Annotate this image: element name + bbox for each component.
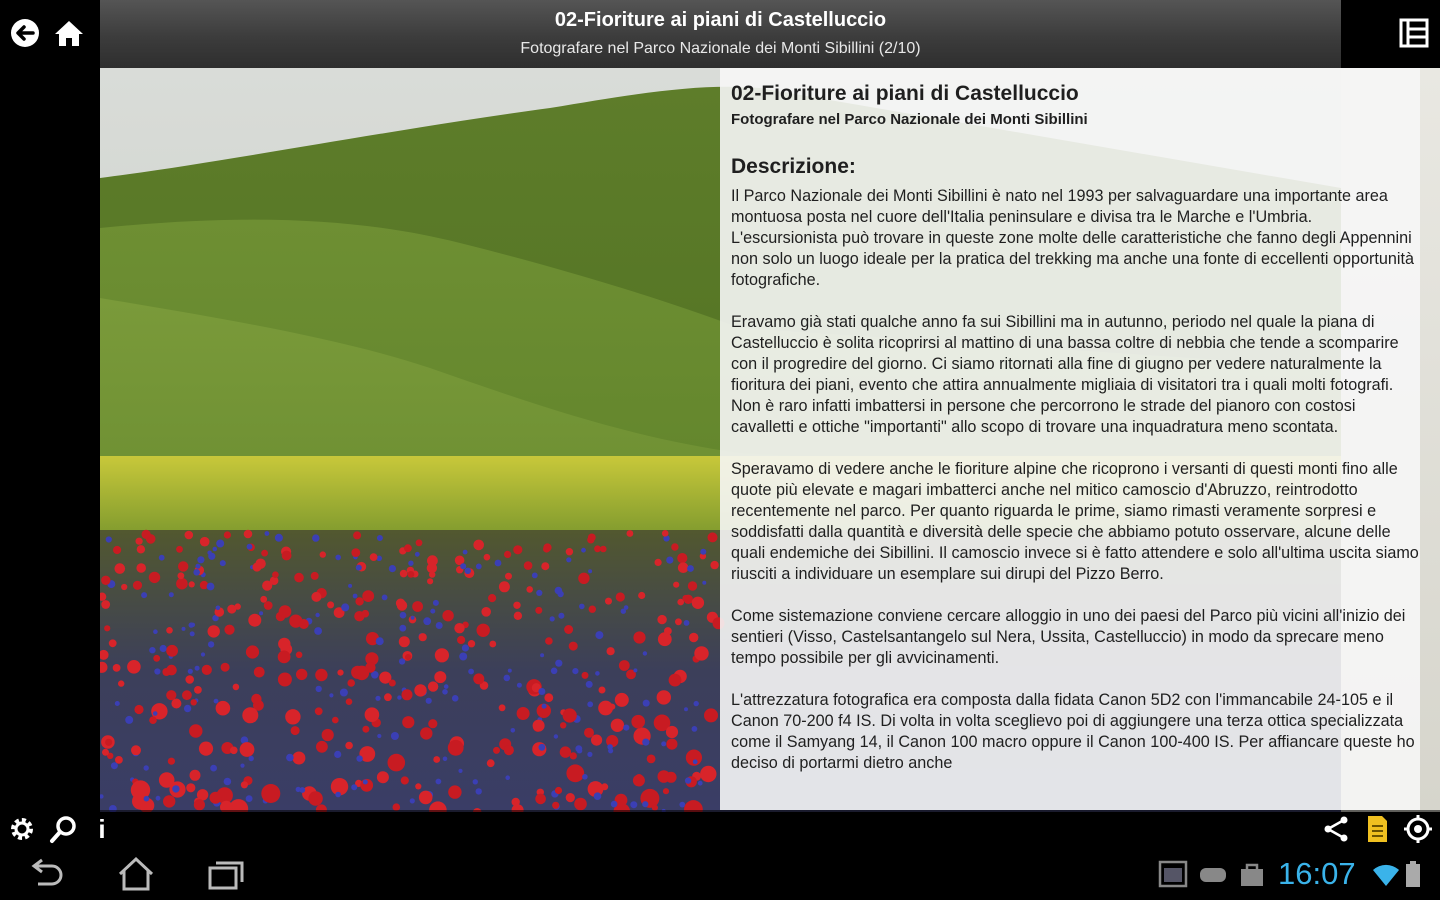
description-paragraph: Il Parco Nazionale dei Monti Sibillini è nato nel 1993 per salvaguardare una importante area montuosa posta nel cuore dell'Italia peninsulare e divisa tra le Marche e l'Umbria. L'escursionista può trovare in queste zone molte delle caratteristiche che fanno degli Appennini non solo un luogo ideale per la pratica del trekking ma anche una fonte di eccellenti opportunità fotografiche. <box>731 187 1415 289</box>
nav-back-button[interactable] <box>22 854 70 894</box>
info-button[interactable]: i <box>98 814 106 844</box>
settings-icon <box>1402 813 1434 845</box>
status-clock: 16:07 <box>1278 856 1356 891</box>
description-paragraph: Speravamo di vedere anche le fioriture alpine che ricoprono i versanti di questi monti fino alle quote più elevate e magari imbatterci anche nel mitico camoscio d'Abruzzo, reintrodotto recentemente nel parco. Per quanto riguarda le prime, siamo rimasti veramente sorpresi e soddisfatti dalla quantità e diversità delle specie che abbiamo potuto osservare, alcune delle quali endemiche dei Sibillini. Il camoscio invece si è fatto attendere e solo all'ultima uscita siamo riusciti a individuare un esemplare sui dirupi del Pizzo Berro. <box>731 460 1419 583</box>
battery-icon <box>1404 860 1422 888</box>
android-system-bar <box>0 848 1440 900</box>
description-paragraph: Come sistemazione conviene cercare alloggio in uno dei paesi del Parco più vicini all'inizio dei sentieri (Visso, Castelsantangelo sul Nera, Ussita, Castelluccio) in modo da sprecare meno tempo possibile per gli avvicinamenti. <box>731 607 1406 667</box>
filmstrip-icon <box>1395 14 1433 52</box>
description-title: 02-Fioriture ai piani di Castelluccio <box>731 82 1079 105</box>
title-bar <box>0 0 1440 68</box>
search-button[interactable] <box>48 813 80 845</box>
nav-recent-apps-button[interactable] <box>202 854 250 894</box>
gear-icon <box>6 813 38 845</box>
filmstrip-button[interactable] <box>1395 14 1433 52</box>
description-paragraph: L'attrezzatura fotografica era composta dalla fidata Canon 5D2 con l'immancabile 24-105 e il Canon 70-200 f4 IS. Di volta in volta sceglievo poi di aggiungere una terza ottica specializzata come il Samyang 14, il Canon 100 macro oppure il Canon 100-400 IS. Per affiancare queste ho deciso di portarmi dietro anche <box>731 691 1415 772</box>
screenshot-notification-icon <box>1158 860 1188 888</box>
home-button[interactable] <box>50 14 88 52</box>
bottom-toolbar <box>0 810 1440 848</box>
page-subtitle: Fotografare nel Parco Nazionale dei Monti Sibillini (2/10) <box>520 40 921 57</box>
gamepad-notification-icon <box>1198 860 1228 888</box>
description-subtitle: Fotografare nel Parco Nazionale dei Monti Sibillini <box>731 111 1088 128</box>
back-button[interactable] <box>6 14 44 52</box>
title-area <box>100 0 1341 68</box>
nav-home-button[interactable] <box>112 854 160 894</box>
share-icon <box>1320 813 1352 845</box>
description-panel[interactable] <box>720 68 1420 810</box>
search-icon <box>48 813 80 845</box>
note-icon <box>1361 813 1393 845</box>
note-button[interactable] <box>1361 813 1393 845</box>
nav-back-icon <box>22 854 70 894</box>
description-content <box>731 80 1420 795</box>
left-margin <box>0 68 100 812</box>
page-title: 02-Fioriture ai piani di Castelluccio <box>554 9 887 31</box>
description-heading: Descrizione: <box>731 155 856 178</box>
back-arrow-icon <box>6 14 44 52</box>
wifi-icon <box>1372 860 1400 888</box>
home-icon <box>50 14 88 52</box>
description-paragraph: Eravamo già stati qualche anno fa sui Sibillini ma in autunno, periodo nel quale la piana di Castelluccio è solita ricoprirsi al mattino di una bassa coltre di nebbia che tende a scomparire con il progredire del giorno. Ci siamo ritornati alla fine di giugno per vedere naturalmente la fioritura dei piani, evento che attira annualmente migliaia di visitatori tra i quali molti fotografi. Non è raro infatti imbattersi in persone che percorrono le strade del pianoro con costosi cavalletti e ottiche "importanti" allo scopo di trovare una inquadratura meno scontata. <box>731 313 1399 436</box>
nav-home-icon <box>112 854 160 894</box>
store-notification-icon <box>1238 860 1266 888</box>
config-button[interactable] <box>1402 813 1434 845</box>
nav-recent-apps-icon <box>202 854 250 894</box>
settings-button[interactable] <box>6 813 38 845</box>
share-button[interactable] <box>1320 813 1352 845</box>
